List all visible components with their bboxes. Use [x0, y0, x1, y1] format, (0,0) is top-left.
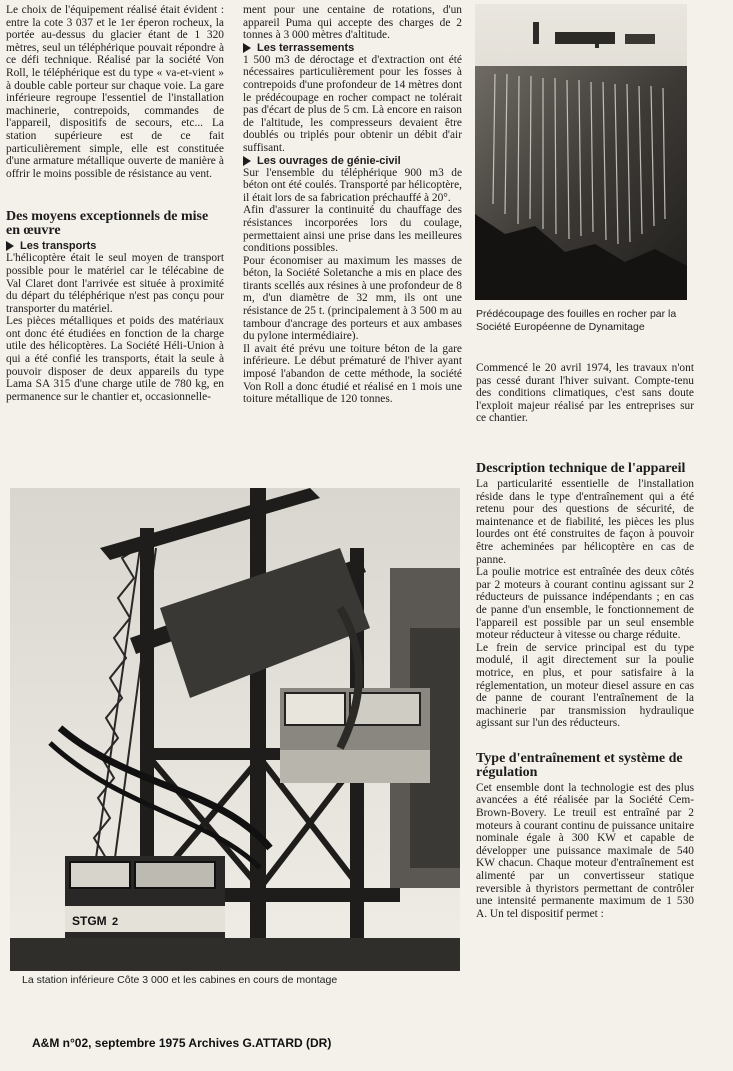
cabin-label: STGM — [72, 914, 107, 928]
caption-rock-photo: Prédécoupage des fouilles en rocher par la Société Européenne de Dynamitage — [476, 308, 677, 333]
paragraph: Cet ensemble dont la technologie est des plus avancées a été réalisée par la Société Cem-Brown-Bovery. Le treuil est entraîné par 2 moteurs à courant continu de puissance unitaire nominale égale à 300 KW et capable de développer une puissance maximale de 540 KW chacun. Chaque moteur d'entraînement est alimenté par un convertisseur statique reversible à thyristors permettant de contrôler une intensité permanente maximum de 1 530 A. Un tel dispositif permet : — [476, 781, 694, 920]
subheading-label: Les transports — [20, 240, 97, 253]
subheading-label: Les terrassements — [257, 41, 355, 54]
paragraph: Afin d'assurer la continuité du chauffage des résistances incorporées lors du coulage, permettaient ainsi une prise dans les meilleures conditions possibles. — [243, 204, 462, 255]
column-right-upper — [476, 362, 694, 425]
subheading-label: Les ouvrages de génie-civil — [257, 154, 401, 167]
paragraph: Le frein de service principal est du type modulé, il agit directement sur la poulie motrice, en plus, et pour satisfaire à la réglementation, un moteur diesel assure en cas de panne de courant l'entraînement de la machinerie par transmission hydraulique agissant sur l'un des réducteurs. — [476, 641, 694, 730]
section-heading-description: Description technique de l'appareil — [476, 461, 686, 476]
paragraph: Pour économiser au maximum les masses de béton, la Société Soletanche a mis en place des tirants scellés aux résines à une profondeur de 8 m, d'un diamètre de 32 mm, ils ont une résistance de 25 t. (principalement à 3 500 m au tambour d'ancrage des porteurs et aux ambases du pylone intermédiaire). — [243, 254, 462, 343]
column-middle — [243, 4, 462, 406]
paragraph: ment pour une centaine de rotations, d'un appareil Puma qui accepte des charges de 2 tonnes à 3 000 mètres d'altitude. — [243, 4, 462, 42]
triangle-bullet-icon — [6, 241, 14, 251]
cabin-number: 2 — [112, 916, 119, 928]
triangle-bullet-icon — [243, 156, 251, 166]
intro-paragraph: Le choix de l'équipement réalisé était évident : entre la cote 3 037 et le 1er éperon rocheux, la portée au-dessus du glacier étant de 1 320 mètres, seul un téléphérique pouvait répondre à ce défi technique. Réalisé par la société Von Roll, le téléphérique est du type « va-et-vient » à double cable porteur sur chaque voie. La gare inférieure regroupe l'essentiel de l'installation machinerie, contrepoids, commandes de l'appareil, dispositifs de secours, etc... La station supérieure est de ce fait particulièrement simple, elle est constituée d'une armature métallique ouverte de manière à offrir le moins possible de résistance au vent. — [6, 4, 224, 180]
photo-rock-excavation — [475, 4, 687, 300]
column-right-lower — [476, 462, 694, 920]
paragraph: La particularité essentielle de l'installation réside dans le type d'entraînement qui a été retenu pour des questions de sécurité, de maintenance et de fiabilité, les pièces les plus lourdes ont été construites de façon à pouvoir être acheminées par hélicoptère en cas de panne. — [476, 478, 694, 566]
paragraph: 1 500 m3 de déroctage et d'extraction ont été nécessaires particulièrement pour les fosses à contrepoids d'une profondeur de 14 mètres dont le prédécoupage en rocher compact ne tolérait pas d'écart de plus de 5 cm. Là encore en raison de l'altitude, les compresseurs devaient être doublés ou triplés pour obtenir un débit d'air suffisant. — [243, 53, 462, 154]
caption-station-photo: La station inférieure Côte 3 000 et les cabines en cours de montage — [22, 974, 338, 986]
paragraph: La poulie motrice est entraînée des deux côtés par 2 moteurs à courant continu agissant sur 2 réducteurs de puissance indépendants ; en cas de panne d'un ensemble, le fonctionnement de l'appareil est possible par un seul ensemble moteur réducteur à vitesse ou charge réduite. — [476, 566, 694, 642]
paragraph: Il avait été prévu une toiture béton de la gare inférieure. Le début prématuré de l'hiver ayant imposé l'abandon de cette méthode, la société Von Roll a donc étudié et réalisé en 1 mois une toiture métallique de 120 tonnes. — [243, 342, 462, 406]
paragraph: Commencé le 20 avril 1974, les travaux n'ont pas cessé durant l'hiver suivant. Compte-tenu des conditions climatiques, c'est sans doute l'exploit majeur réalisé par les entreprises sur ce chantier. — [476, 362, 694, 425]
subheading-transports — [6, 240, 224, 252]
paragraph: Sur l'ensemble du téléphérique 900 m3 de béton ont été coulés. Transporté par hélicoptère, il était lors de sa fabrication préchauffé à 20°. — [243, 166, 462, 204]
column-left — [6, 4, 224, 403]
rock-photo-graphic — [475, 4, 687, 300]
section-heading-moyens: Des moyens exceptionnels de mise en œuvre — [6, 209, 209, 239]
subheading-terrassements — [243, 42, 462, 54]
paragraph: L'hélicoptère était le seul moyen de transport possible pour le matériel car le télécabine de Val Claret dont l'arrivée est située à proximité du départ du téléphérique n'est pas conçu pour transporter du matériel. — [6, 252, 224, 315]
section-heading-regulation: Type d'entraînement et système de régulation — [476, 750, 683, 780]
archive-credit: A&M n°02, septembre 1975 Archives G.ATTARD (DR) — [32, 1036, 332, 1050]
triangle-bullet-icon — [243, 43, 251, 53]
subheading-genie-civil — [243, 155, 462, 167]
photo-lower-station — [10, 488, 460, 971]
paragraph: Les pièces métalliques et poids des matériaux ont donc été étudiées en fonction de la charge utile des hélicoptères. La Société Héli-Union à qui a été confié les transports, était la seule à pouvoir disposer de deux appareils du type Lama SA 315 d'une charge utile de 780 kg, en permanence sur le chantier et, occasionnelle- — [6, 315, 224, 403]
station-photo-graphic — [10, 488, 460, 971]
